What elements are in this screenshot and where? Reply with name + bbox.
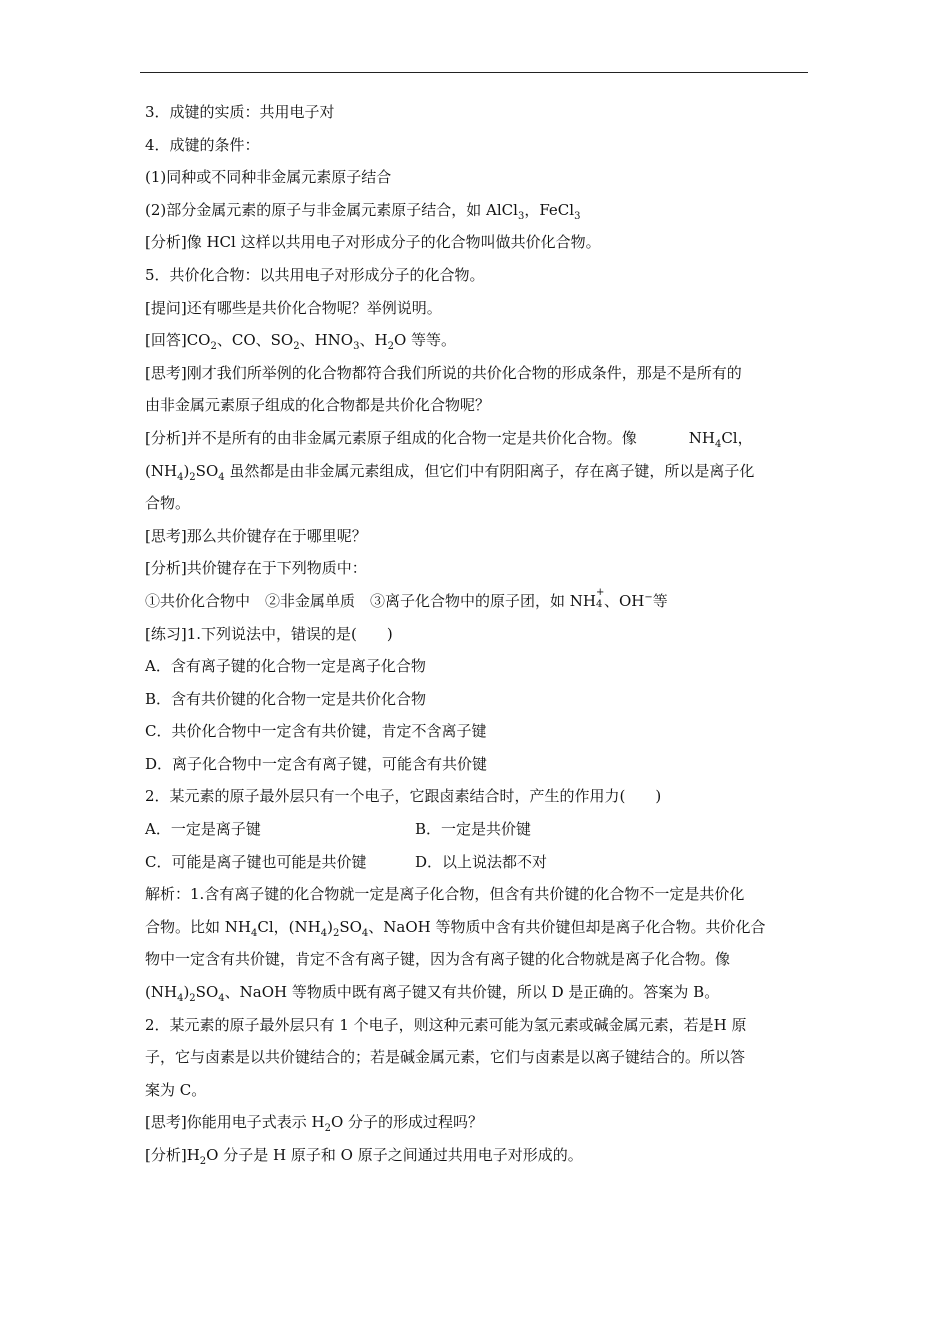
solution-2c: 案为 C。 [145,1080,207,1099]
solution-1d: $(NH_4)_2SO_4$、NaOH 等物质中既有离子键又有共价键，所以 D 是正确的。答案为 B。 [145,983,720,1005]
paragraph-analysis-3: [分析]共价键存在于下列物质中： [145,559,367,578]
solution-2b: 子，它与卤素是以共价键结合的；若是碱金属元素，它们与卤素是以离子键结合的。所以答 [145,1048,746,1067]
paragraph-condition-1: (1)同种或不同种非金属元素原子结合 [145,168,392,187]
exercise-2-question: 2．某元素的原子最外层只有一个电子，它跟卤素结合时，产生的作用力( ) [145,787,662,806]
paragraph-bond-conditions: 4．成键的条件： [145,135,260,154]
paragraph-analysis-2a: [分析]并不是所有的由非金属元素原子组成的化合物一定是共价化合物。像 $NH_4Cl$， [145,428,753,450]
solution-1b: 合物。比如 $NH_4Cl$，$(NH_4)_2SO_4$、NaOH 等物质中含有共价键但却是离子化合物。共价化合 [145,917,766,939]
document-body [145,96,817,1172]
paragraph-think-1b: 由非金属元素原子组成的化合物都是共价化合物呢？ [145,396,491,415]
exercise-2-option-b: B．一定是共价键 [415,820,532,839]
exercise-1-option-b: B．含有共价键的化合物一定是共价化合物 [145,689,427,708]
paragraph-condition-2: (2)部分金属元素的原子与非金属元素原子结合，如 AlCl$_3$，FeCl$_3$ [145,200,581,222]
paragraph-answer-examples: [回答]$CO_2$、CO、$SO_2$、$HNO_3$、$H_2O$ 等等。 [145,331,457,353]
solution-2a: 2．某元素的原子最外层只有 1 个电子，则这种元素可能为氢元素或碱金属元素，若是H 原 [145,1015,747,1034]
exercise-1-option-d: D．离子化合物中一定含有离子键，可能含有共价键 [145,754,488,773]
paragraph-analysis-h2o: [分析]$H_2O$ 分子是 H 原子和 O 原子之间通过共用电子对形成的。 [145,1146,583,1167]
solution-1c: 物中一定含有共价键，肯定不含有离子键，因为含有离子键的化合物就是离子化合物。像 [145,950,731,969]
exercise-1-question: [练习]1.下列说法中，错误的是( ) [145,624,393,643]
solution-1a: 解析：1.含有离子键的化合物就一定是离子化合物，但含有共价键的化合物不一定是共价化 [145,885,745,904]
header-rule [140,72,808,73]
paragraph-covalent-compound-definition: 5．共价化合物：以共用电子对形成分子的化合物。 [145,265,485,284]
exercise-2-option-d: D．以上说法都不对 [415,852,548,871]
paragraph-analysis-2b: $(NH_4)_2SO_4$ 虽然都是由非金属元素组成，但它们中有阴阳离子，存在离子键，所以是离子化 [145,461,755,483]
paragraph-bond-essence: 3．成键的实质：共用电子对 [145,103,335,121]
paragraph-question: [提问]还有哪些是共价化合物呢？举例说明。 [145,298,442,317]
exercise-1-option-a: A．含有离子键的化合物一定是离子化合物 [145,657,426,676]
paragraph-think-2: [思考]那么共价键存在于哪里呢？ [145,526,367,545]
exercise-2-options-ab [145,813,817,846]
paragraph-analysis-hcl: [分析]像 HCl 这样以共用电子对形成分子的化合物叫做共价化合物。 [145,233,601,252]
paragraph-covalent-locations: ①共价化合物中 ②非金属单质 ③离子化合物中的原子团，如 NH + 4 、OH−等 [145,586,668,610]
exercise-1-option-c: C．共价化合物中一定含有共价键，肯定不含离子键 [145,722,487,741]
paragraph-think-1a: [思考]刚才我们所举例的化合物都符合我们所说的共价化合物的形成条件，那是不是所有的 [145,363,742,382]
paragraph-think-h2o: [思考]你能用电子式表示 $H_2O$ 分子的形成过程吗？ [145,1113,484,1135]
exercise-2-option-c: C．可能是离子键也可能是共价键 [145,852,367,871]
exercise-2-options-cd [145,846,817,879]
paragraph-analysis-2c: 合物。 [145,494,191,513]
exercise-2-option-a: A．一定是离子键 [145,820,261,839]
